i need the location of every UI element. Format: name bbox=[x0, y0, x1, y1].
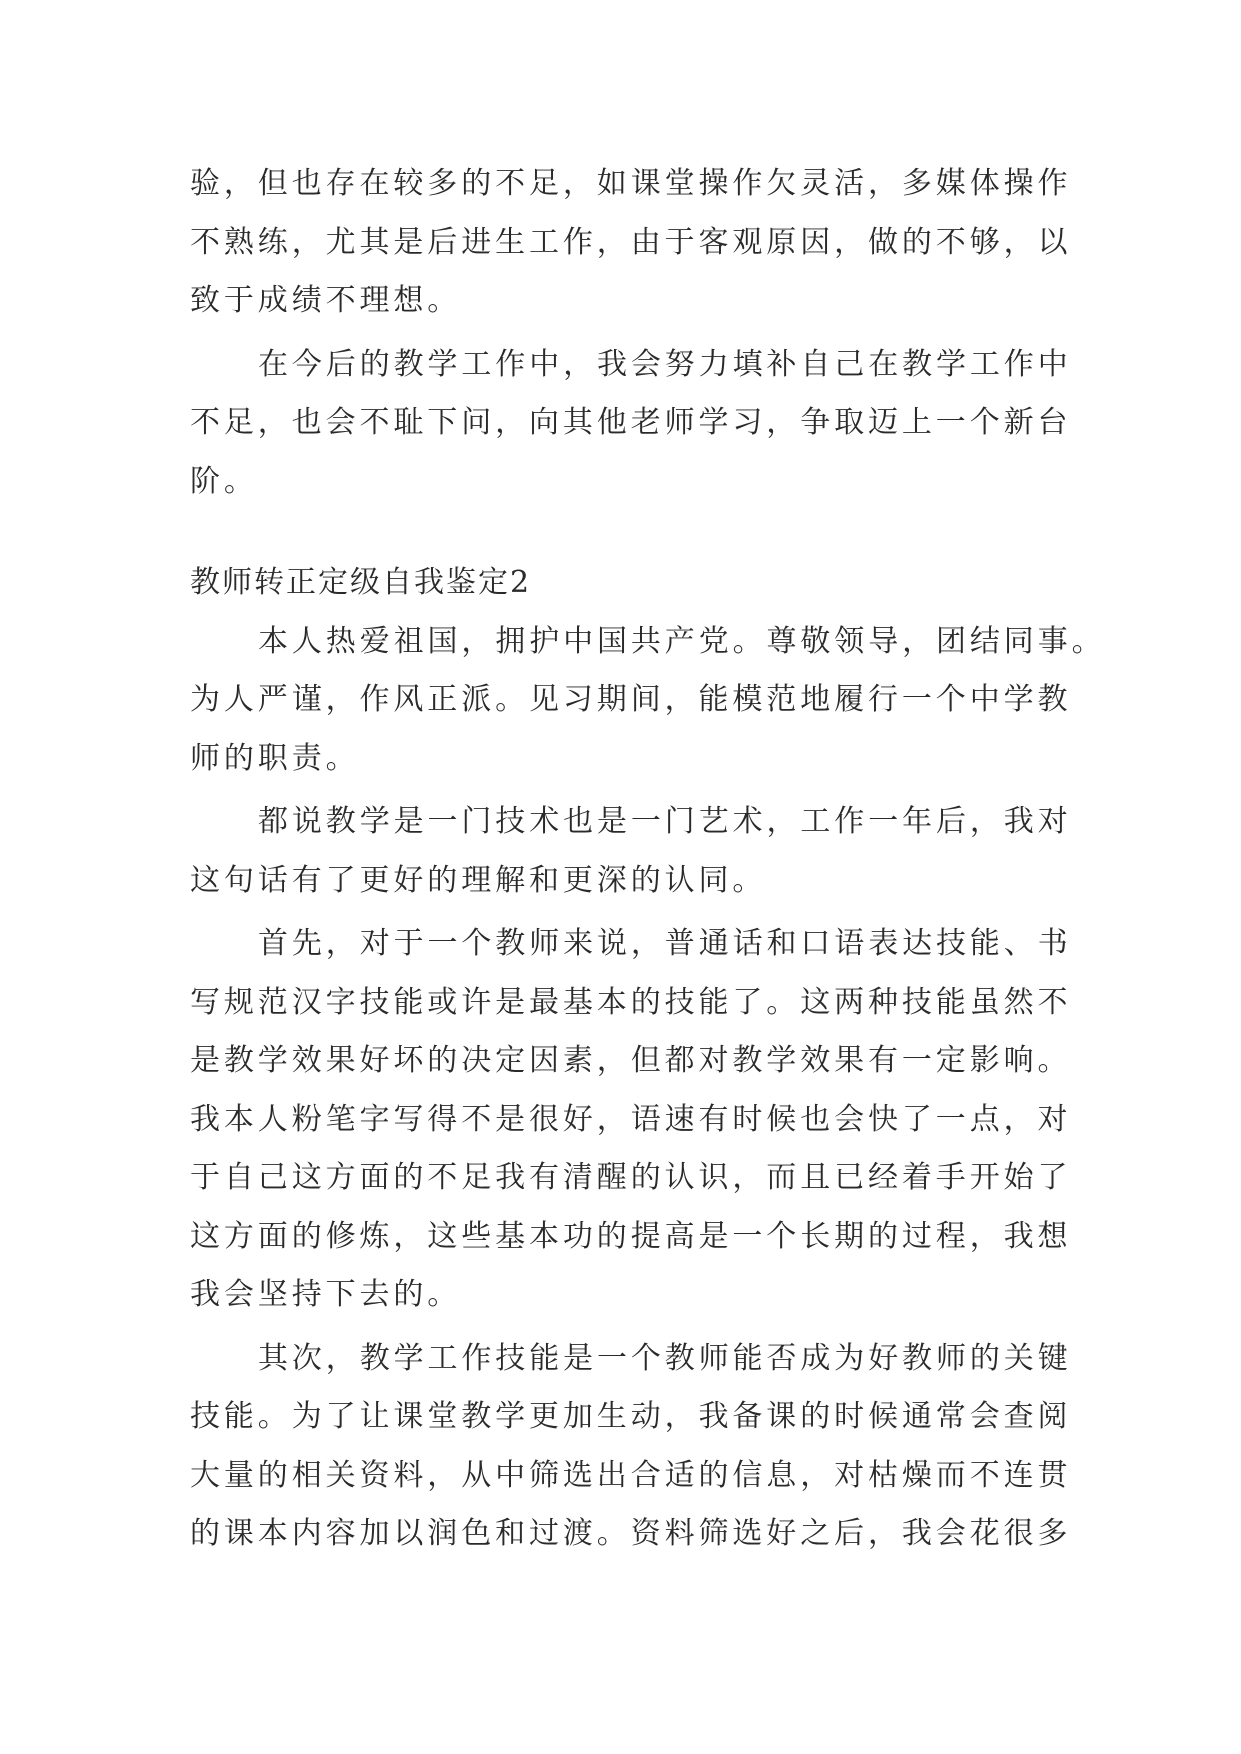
text-line: 在今后的教学工作中，我会努力填补自己在教学工作中 bbox=[258, 346, 1072, 382]
document-page bbox=[190, 155, 1106, 1564]
paragraph bbox=[190, 1330, 1072, 1564]
text-line: 的课本内容加以润色和过渡。资料筛选好之后，我会花很多 bbox=[190, 1516, 1072, 1551]
text-line: 致于成绩不理想。 bbox=[190, 283, 462, 318]
text-line: 不足，也会不耻下问，向其他老师学习，争取迈上一个新台 bbox=[190, 405, 1072, 440]
text-line: 首先，对于一个教师来说，普通话和口语表达技能、书 bbox=[258, 926, 1072, 961]
section-title: 教师转正定级自我鉴定2 bbox=[190, 565, 532, 600]
text-line: 技能。为了让课堂教学更加生动，我备课的时候通常会查阅 bbox=[190, 1399, 1072, 1434]
text-line: 验，但也存在较多的不足，如课堂操作欠灵活，多媒体操作 bbox=[190, 166, 1072, 201]
text-line: 这句话有了更好的理解和更深的认同。 bbox=[190, 862, 767, 898]
text-line: 这方面的修炼，这些基本功的提高是一个长期的过程，我想 bbox=[190, 1218, 1072, 1254]
text-line: 师的职责。 bbox=[190, 740, 360, 776]
paragraph bbox=[190, 915, 1072, 1325]
text-line: 大量的相关资料，从中筛选出合适的信息，对枯燥而不连贯 bbox=[190, 1457, 1072, 1493]
text-line: 都说教学是一门技术也是一门艺术，工作一年后，我对 bbox=[258, 804, 1072, 839]
text-line: 写规范汉字技能或许是最基本的技能了。这两种技能虽然不 bbox=[190, 984, 1072, 1020]
text-line: 其次，教学工作技能是一个教师能否成为好教师的关键 bbox=[258, 1340, 1072, 1376]
text-line: 为人严谨，作风正派。见习期间，能模范地履行一个中学教 bbox=[190, 682, 1072, 717]
text-line: 阶。 bbox=[190, 463, 258, 499]
paragraph bbox=[190, 793, 1072, 910]
text-line: 本人热爱祖国，拥护中国共产党。尊敬领导，团结同事。 bbox=[258, 623, 1106, 659]
paragraph bbox=[190, 155, 1072, 331]
text-line: 于自己这方面的不足我有清醒的认识，而且已经着手开始了 bbox=[190, 1160, 1072, 1195]
paragraph bbox=[190, 613, 1106, 789]
text-line: 是教学效果好坏的决定因素，但都对教学效果有一定影响。 bbox=[190, 1043, 1072, 1078]
text-line: 我会坚持下去的。 bbox=[190, 1277, 462, 1312]
text-line: 不熟练，尤其是后进生工作，由于客观原因，做的不够，以 bbox=[190, 224, 1072, 260]
paragraph bbox=[190, 336, 1072, 512]
text-line: 我本人粉笔字写得不是很好，语速有时候也会快了一点，对 bbox=[190, 1101, 1072, 1137]
